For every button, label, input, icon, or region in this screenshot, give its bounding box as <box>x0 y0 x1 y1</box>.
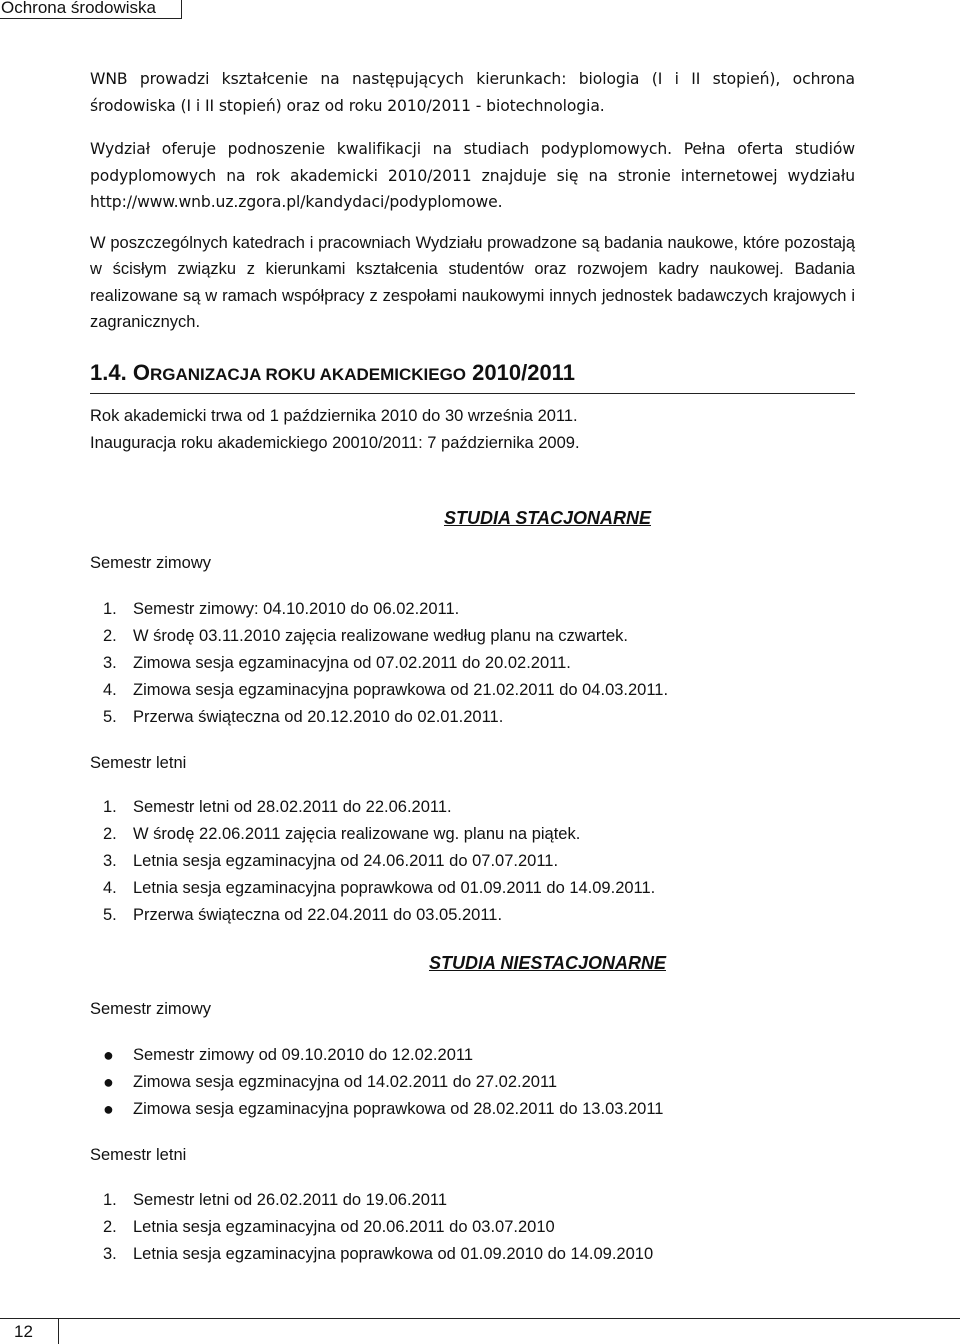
list-item: 4. Zimowa sesja egzaminacyjna poprawkowa od 21.02.2011 do 04.03.2011. <box>103 680 669 699</box>
list-item: 3. Zimowa sesja egzaminacyjna od 07.02.2011 do 20.02.2011. <box>103 653 571 672</box>
section-title-year: 2010/2011 <box>472 359 575 385</box>
list-item: 1. Semestr letni od 28.02.2011 do 22.06.2011. <box>103 797 452 816</box>
inauguration-date: Inauguracja roku akademickiego 20010/2011: 7 października 2009. <box>90 433 580 452</box>
niestacjonarne-winter-label: Semestr zimowy <box>90 999 212 1018</box>
academic-year-duration: Rok akademicki trwa od 1 października 2010 do 30 września 2011. <box>90 406 578 425</box>
bullet-icon: ● <box>103 1098 114 1119</box>
stacjonarne-winter-list <box>90 596 855 731</box>
stacjonarne-title: STUDIA STACJONARNE <box>443 507 651 528</box>
intro-paragraph-2 <box>90 136 855 216</box>
list-item: 1. Semestr zimowy: 04.10.2010 do 06.02.2011. <box>103 599 460 618</box>
list-item: 3. Letnia sesja egzaminacyjna od 24.06.2011 do 07.07.2011. <box>103 851 559 870</box>
intro-paragraph-3: W poszczególnych katedrach i pracowniach Wydziału prowadzone są badania naukowe, które pozostają w ścisłym związku z kierunkami kształcenia studentów oraz rozwojem kadry naukowej. Badania realizowane są w ramach współpracy z zespołami naukowymi innych jednostek badawczych krajowych i zagranicznych. <box>90 233 855 331</box>
list-item: ● Zimowa sesja egzaminacyjna poprawkowa od 28.02.2011 do 13.03.2011 <box>90 1096 855 1123</box>
list-item: 3. Letnia sesja egzaminacyjna poprawkowa od 01.09.2010 do 14.09.2010 <box>103 1244 654 1263</box>
footer-rule <box>58 1318 960 1319</box>
bullet-icon: ● <box>103 1044 114 1065</box>
podyplomowe-link[interactable]: http://www.wnb.uz.zgora.pl/kandydaci/podyplomowe. <box>90 193 503 211</box>
section-number: 1.4. <box>90 359 127 385</box>
running-header <box>0 0 182 19</box>
niestacjonarne-summer-list <box>90 1187 855 1268</box>
section-title: RGANIZACJA ROKU AKADEMICKIEGO <box>149 364 467 384</box>
list-item: 5. Przerwa świąteczna od 22.04.2011 do 03.05.2011. <box>103 905 503 924</box>
section-title-initial: O <box>132 359 150 385</box>
bullet-icon: ● <box>103 1071 114 1092</box>
niestacjonarne-winter-list <box>90 1042 855 1123</box>
list-item: 4. Letnia sesja egzaminacyjna poprawkowa od 01.09.2011 do 14.09.2011. <box>103 878 656 897</box>
intro-paragraph-1: WNB prowadzi kształcenie na następujących kierunkach: biologia (I i II stopień), ochrona środowiska (I i II stopień) oraz od roku 2010/2011 - biotechnologia. <box>90 70 855 115</box>
stacjonarne-summer-list <box>90 794 855 929</box>
list-item: ● Semestr zimowy od 09.10.2010 do 12.02.2011 <box>90 1042 855 1069</box>
intro-paragraph-2-text: Wydział oferuje podnoszenie kwalifikacji na studiach podyplomowych. Pełna oferta studiów podyplomowych na rok akademicki 2010/2011 znajduje się na stronie internetowej wydziału <box>90 140 855 185</box>
running-header-title: Ochrona środowiska <box>1 0 156 17</box>
page-number: 12 <box>14 1322 33 1341</box>
page-number-box <box>0 1318 59 1344</box>
stacjonarne-winter-label: Semestr zimowy <box>90 553 212 572</box>
list-item: ● Zimowa sesja egzminacyjna od 14.02.2011 do 27.02.2011 <box>90 1069 855 1096</box>
list-item: 2. Letnia sesja egzaminacyjna od 20.06.2011 do 03.07.2010 <box>103 1217 555 1236</box>
stacjonarne-summer-label: Semestr letni <box>90 753 187 772</box>
list-item: 1. Semestr letni od 26.02.2011 do 19.06.2011 <box>103 1190 448 1209</box>
page-content <box>90 66 855 1268</box>
academic-year-info <box>90 403 855 457</box>
list-item: 2. W środę 03.11.2010 zajęcia realizowane według planu na czwartek. <box>103 626 628 645</box>
list-item: 5. Przerwa świąteczna od 20.12.2010 do 02.01.2011. <box>103 707 504 726</box>
niestacjonarne-title: STUDIA NIESTACJONARNE <box>428 952 666 973</box>
section-heading <box>90 358 855 394</box>
list-item: 2. W środę 22.06.2011 zajęcia realizowane wg. planu na piątek. <box>103 824 581 843</box>
niestacjonarne-summer-label: Semestr letni <box>90 1145 187 1164</box>
